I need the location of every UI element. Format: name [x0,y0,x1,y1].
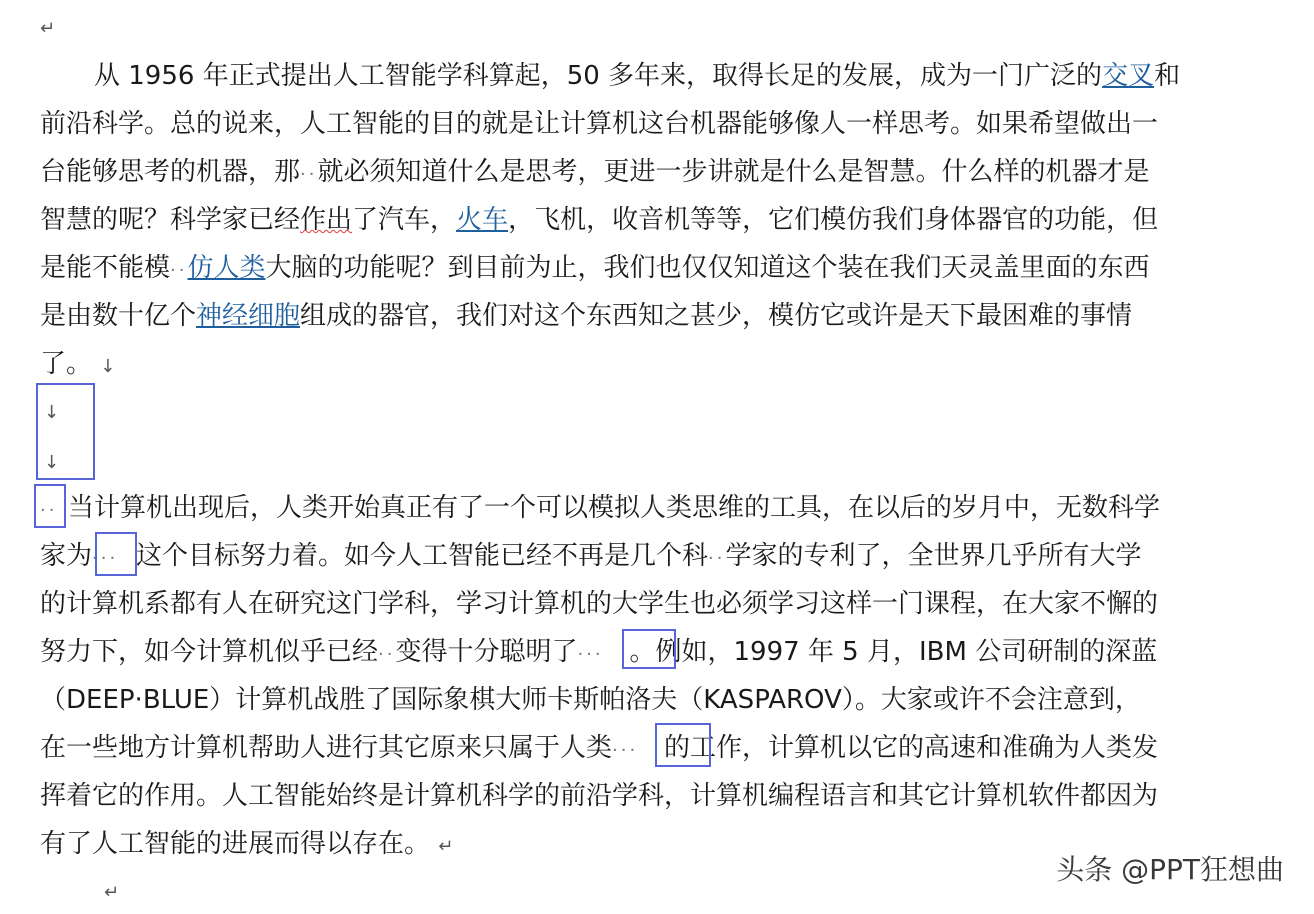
text-span: 智慧的呢？科学家已经 [40,205,301,235]
linebreak-mark-icon: ↓ [44,452,60,473]
highlight-box-space [95,532,137,576]
text-line [40,100,1260,148]
space-marker: ·· [708,548,726,569]
text-span: （DEEP·BLUE）计算机战胜了国际象棋大师卡斯帕洛夫（KASPAROV）。大家或许不会注意到， [40,685,1141,715]
text-span: 是能不能模 [40,253,171,283]
text-span: 台能够思考的机器，那 [40,157,301,187]
text-span: 是由数十亿个 [40,301,197,331]
text-line [40,196,1260,244]
text-span: 变得十分聪明了 [395,637,578,667]
text-span: 就必须知道什么是思考，更进一步讲就是什么是智慧。什么样的机器才是 [317,157,1150,187]
space-marker: ·· [378,644,396,665]
space-marker: ·· [40,500,58,521]
text-span: 了。 [40,349,93,379]
text-span: 前沿科学。总的说来，人工智能的目的就是让计算机这台机器能够像人一样思考。如果希望做出一 [40,109,1159,139]
text-span: 大脑的功能呢？到目前为止，我们也仅仅知道这个装在我们天灵盖里面的东西 [265,253,1150,283]
text-line [40,292,1260,340]
space-marker: ··· [577,644,604,665]
paragraph-mark-icon: ↵ [40,18,56,39]
text-line [40,532,1260,580]
text-line [40,580,1260,628]
text-span: ，飞机，收音机等等，它们模仿我们身体器官的功能，但 [508,205,1159,235]
highlight-box-space [622,629,676,669]
text-span: 家为 [40,541,93,571]
text-span: 在一些地方计算机帮助人进行其它原来只属于人类 [40,733,613,763]
text-span: 了汽车， [352,205,457,235]
text-span: 有了人工智能的进展而得以存在。 [40,829,431,859]
text-line [40,772,1260,820]
space-marker: ··· [612,740,639,761]
link-fangrenlei[interactable]: 仿人类 [187,253,266,283]
text-line [40,340,1260,388]
link-jiaocha[interactable]: 交叉 [1102,61,1155,91]
text-span: 努力下，如今计算机似乎已经 [40,637,379,667]
text-span: 学家的专利了，全世界几乎所有大学 [725,541,1142,571]
text-span: 当计算机出现后，人类开始真正有了一个可以模拟人类思维的工具，在以后的岁月中，无数科学 [68,493,1161,523]
text-line [40,148,1260,196]
linebreak-mark-icon: ↓ [100,356,116,377]
linebreak-mark-icon: ↓ [44,402,60,423]
link-shenjingxibao[interactable]: 神经细胞 [196,301,301,331]
text-span: 的工作，计算机以它的高速和准确为人类发 [664,733,1159,763]
space-marker: ··· [92,548,119,569]
text-span: 组成的器官，我们对这个东西知之甚少，模仿它或许是天下最困难的事情 [300,301,1133,331]
text-span: 的计算机系都有人在研究这门学科，学习计算机的大学生也必须学习这样一门课程，在大家不懈的 [40,589,1159,619]
paragraph-2 [40,484,1260,868]
text-span: 。例如，1997 年 5 月，IBM 公司研制的深蓝 [629,637,1158,667]
space-marker: ·· [170,260,188,281]
highlight-box-space [655,723,711,767]
space-marker: ·· [300,164,318,185]
link-huoche[interactable]: 火车 [456,205,509,235]
text-span: 这个目标努力着。如今人工智能已经不再是几个科 [136,541,709,571]
text-span: 挥着它的作用。人工智能始终是计算机科学的前沿学科，计算机编程语言和其它计算机软件都因为 [40,781,1159,811]
paragraph-1 [40,52,1260,388]
text-line [40,244,1260,292]
paragraph-mark-icon: ↵ [438,836,454,857]
text-line [40,52,1260,100]
text-line [40,724,1260,772]
text-span: 和 [1154,61,1181,91]
paragraph-mark-icon: ↵ [104,882,120,903]
text-line [40,484,1260,532]
text-span: 从 1956 年正式提出人工智能学科算起，50 多年来，取得长足的发展，成为一门广泛的 [94,61,1103,91]
spellcheck-word[interactable]: 作出 [300,205,353,235]
highlight-box-space [34,484,66,528]
watermark: 头条 @PPT狂想曲 [1056,853,1284,886]
text-line [40,676,1260,724]
